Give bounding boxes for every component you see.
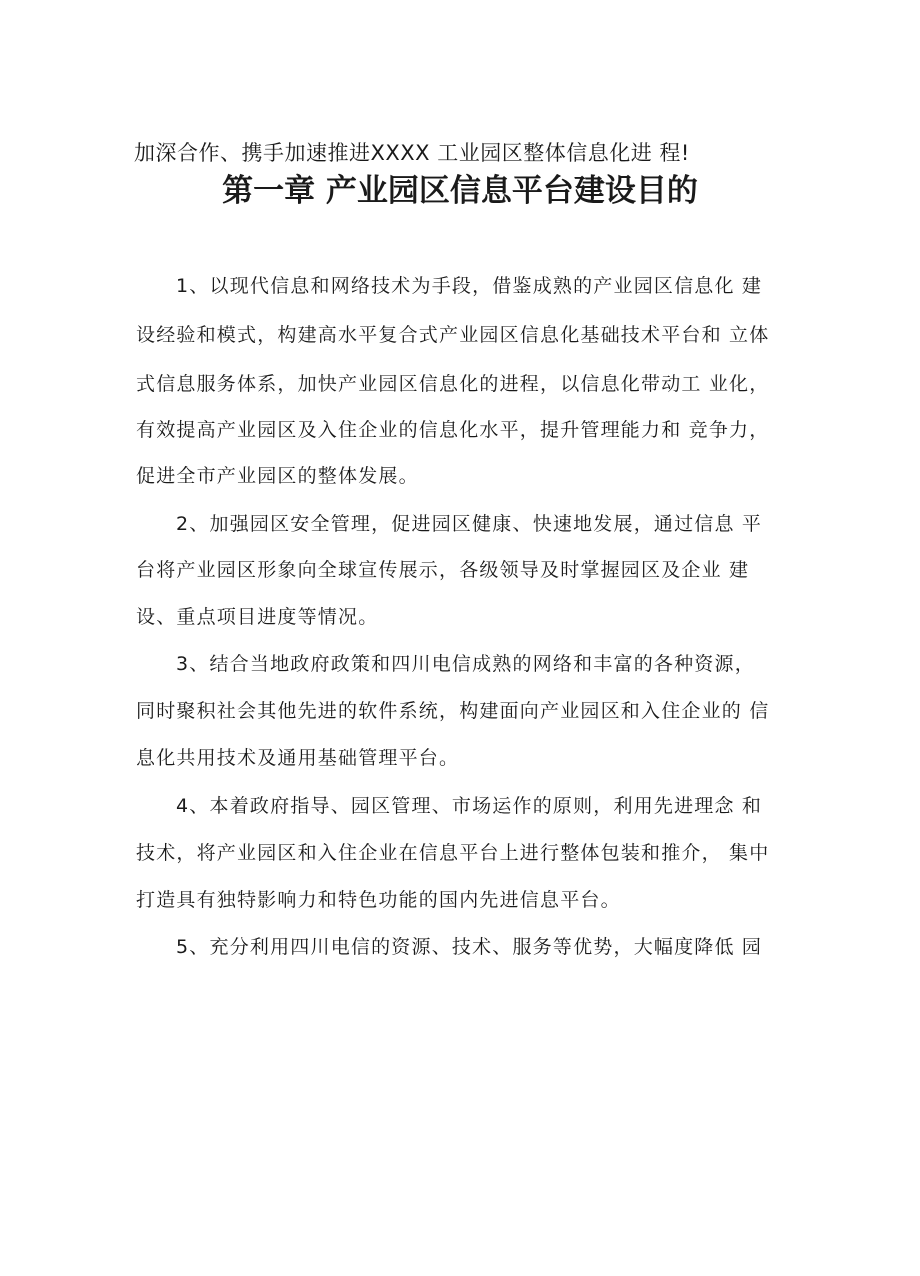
paragraph-1-line-4: 有效提高产业园区及入住企业的信息化水平，提升管理能力和 竞争力， xyxy=(136,419,770,441)
paragraph-4-line-2: 技术，将产业园区和入住企业在信息平台上进行整体包装和推介， 集中 xyxy=(136,842,770,864)
paragraph-2-line-1: 2、加强园区安全管理，促进园区健康、快速地发展，通过信息 平 xyxy=(176,513,763,535)
paragraph-2-line-2: 台将产业园区形象向全球宣传展示，各级领导及时掌握园区及企业 建 xyxy=(136,559,750,581)
paragraph-4-line-3: 打造具有独特影响力和特色功能的国内先进信息平台。 xyxy=(136,889,621,911)
document-subtitle: 加深合作、携手加速推进XXXX 工业园区整体信息化进 程! xyxy=(134,141,690,165)
paragraph-1-line-5: 促进全市产业园区的整体发展。 xyxy=(136,465,419,487)
paragraph-2-line-3: 设、重点项目进度等情况。 xyxy=(136,606,379,628)
paragraph-4-line-1: 4、本着政府指导、园区管理、市场运作的原则，利用先进理念 和 xyxy=(176,795,763,817)
paragraph-3-line-2: 同时聚积社会其他先进的软件系统，构建面向产业园区和入住企业的 信 xyxy=(136,700,770,722)
paragraph-3-line-1: 3、结合当地政府政策和四川电信成熟的网络和丰富的各种资源， xyxy=(176,653,755,675)
paragraph-5-line-1: 5、充分利用四川电信的资源、技术、服务等优势，大幅度降低 园 xyxy=(176,936,763,958)
chapter-title: 第一章 产业园区信息平台建设目的 xyxy=(222,173,698,209)
paragraph-1-line-3: 式信息服务体系，加快产业园区信息化的进程，以信息化带动工 业化， xyxy=(136,373,770,395)
paragraph-3-line-3: 息化共用技术及通用基础管理平台。 xyxy=(136,747,460,769)
paragraph-1-line-1: 1、以现代信息和网络技术为手段，借鉴成熟的产业园区信息化 建 xyxy=(176,275,763,297)
paragraph-1-line-2: 设经验和模式，构建高水平复合式产业园区信息化基础技术平台和 立体 xyxy=(136,324,770,346)
